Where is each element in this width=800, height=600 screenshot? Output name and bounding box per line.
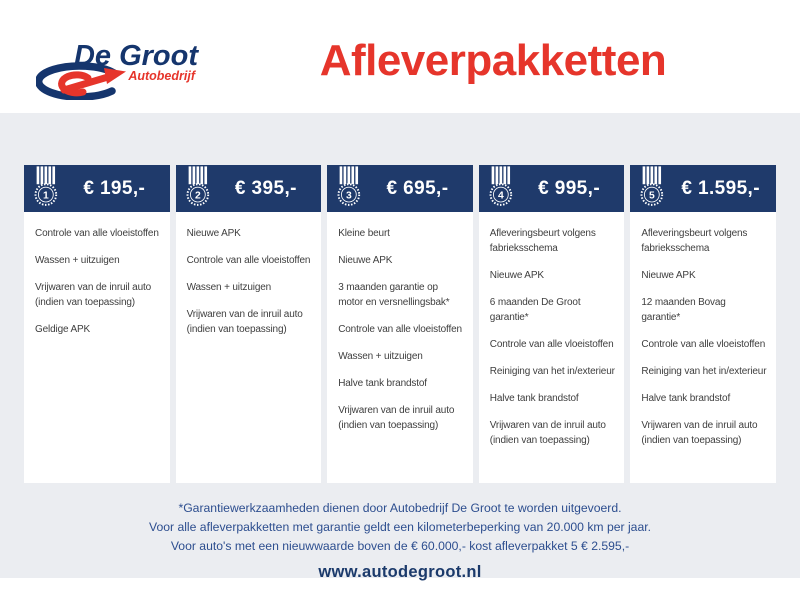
medal-icon bbox=[486, 165, 517, 211]
feature-item: Geldige APK bbox=[35, 324, 91, 335]
feature-item: Afleveringsbeurt volgens fabrieksschema bbox=[489, 228, 596, 254]
package-price: € 195,- bbox=[83, 177, 146, 199]
feature-item: Nieuwe APK bbox=[186, 228, 241, 239]
feature-item: Vrijwaren van de inruil auto (indien van toepassing) bbox=[641, 420, 758, 446]
package-price: € 695,- bbox=[386, 177, 449, 199]
footnote-line: Voor alle afleverpakketten met garantie geldt een kilometerbeperking van 20.000 km per jaar. bbox=[148, 519, 652, 534]
medal-icon bbox=[334, 165, 365, 211]
feature-item: Halve tank brandstof bbox=[641, 393, 731, 404]
feature-item: 12 maanden Bovag garantie* bbox=[641, 297, 726, 323]
package-card-header bbox=[24, 165, 170, 212]
feature-list bbox=[479, 212, 625, 448]
de-groot-logo bbox=[36, 40, 202, 100]
medal-icon bbox=[31, 165, 62, 211]
feature-item: 3 maanden garantie op motor en versnellingsbak* bbox=[338, 282, 450, 308]
feature-item: 6 maanden De Groot garantie* bbox=[489, 297, 581, 323]
package-card-header bbox=[176, 165, 322, 212]
feature-item: Reiniging van het in/exterieur bbox=[489, 366, 615, 377]
feature-item: Controle van alle vloeistoffen bbox=[35, 228, 159, 239]
feature-item: Controle van alle vloeistoffen bbox=[641, 339, 766, 350]
feature-item: Afleveringsbeurt volgens fabrieksschema bbox=[641, 228, 748, 254]
package-card bbox=[630, 165, 776, 483]
package-card bbox=[24, 165, 170, 483]
medal-rank: 5 bbox=[649, 190, 656, 202]
feature-item: Nieuwe APK bbox=[338, 255, 393, 266]
feature-item: Vrijwaren van de inruil auto (indien van toepassing) bbox=[186, 309, 303, 335]
package-price: € 395,- bbox=[234, 177, 297, 199]
page-title: Afleverpakketten bbox=[319, 36, 667, 85]
feature-item: Nieuwe APK bbox=[641, 270, 696, 281]
feature-item: Wassen + uitzuigen bbox=[186, 282, 272, 293]
package-card bbox=[327, 165, 473, 483]
feature-list bbox=[327, 212, 473, 433]
header-area bbox=[0, 0, 800, 113]
package-card-header bbox=[327, 165, 473, 212]
packages-row bbox=[0, 113, 800, 483]
feature-item: Vrijwaren van de inruil auto (indien van toepassing) bbox=[338, 405, 455, 431]
footnote-line: Voor auto's met een nieuwwaarde boven de € 60.000,- kost afleverpakket 5 € 2.595,- bbox=[170, 538, 630, 553]
feature-item: Nieuwe APK bbox=[489, 270, 544, 281]
medal-rank: 4 bbox=[497, 190, 504, 202]
brand-name: De Groot bbox=[73, 40, 198, 72]
medal-icon bbox=[637, 165, 668, 211]
feature-list bbox=[630, 212, 776, 448]
medal-icon bbox=[183, 165, 214, 211]
footnote bbox=[0, 499, 800, 556]
medal-rank: 2 bbox=[194, 190, 201, 202]
medal-rank: 1 bbox=[42, 190, 49, 202]
feature-item: Controle van alle vloeistoffen bbox=[489, 339, 614, 350]
feature-list bbox=[24, 212, 170, 337]
package-card-header bbox=[479, 165, 625, 212]
package-card bbox=[479, 165, 625, 483]
feature-item: Halve tank brandstof bbox=[489, 393, 579, 404]
package-card-header bbox=[630, 165, 776, 212]
feature-item: Controle van alle vloeistoffen bbox=[338, 324, 462, 335]
content-band bbox=[0, 113, 800, 581]
feature-list bbox=[176, 212, 322, 337]
brand-subtitle: Autobedrijf bbox=[128, 69, 195, 83]
feature-item: Vrijwaren van de inruil auto (indien van toepassing) bbox=[35, 282, 152, 308]
feature-item: Reiniging van het in/exterieur bbox=[641, 366, 767, 377]
feature-item: Kleine beurt bbox=[338, 228, 390, 239]
footnote-line: *Garantiewerkzaamheden dienen door Autobedrijf De Groot te worden uitgevoerd. bbox=[178, 501, 622, 515]
feature-item: Controle van alle vloeistoffen bbox=[186, 255, 311, 266]
feature-item: Wassen + uitzuigen bbox=[338, 351, 423, 362]
feature-item: Vrijwaren van de inruil auto (indien van toepassing) bbox=[489, 420, 606, 446]
package-price: € 995,- bbox=[538, 177, 601, 199]
package-card bbox=[176, 165, 322, 483]
website-url[interactable]: www.autodegroot.nl bbox=[318, 562, 482, 581]
feature-item: Wassen + uitzuigen bbox=[35, 255, 120, 266]
package-price: € 1.595,- bbox=[681, 177, 760, 199]
medal-rank: 3 bbox=[346, 190, 352, 202]
feature-item: Halve tank brandstof bbox=[338, 378, 427, 389]
